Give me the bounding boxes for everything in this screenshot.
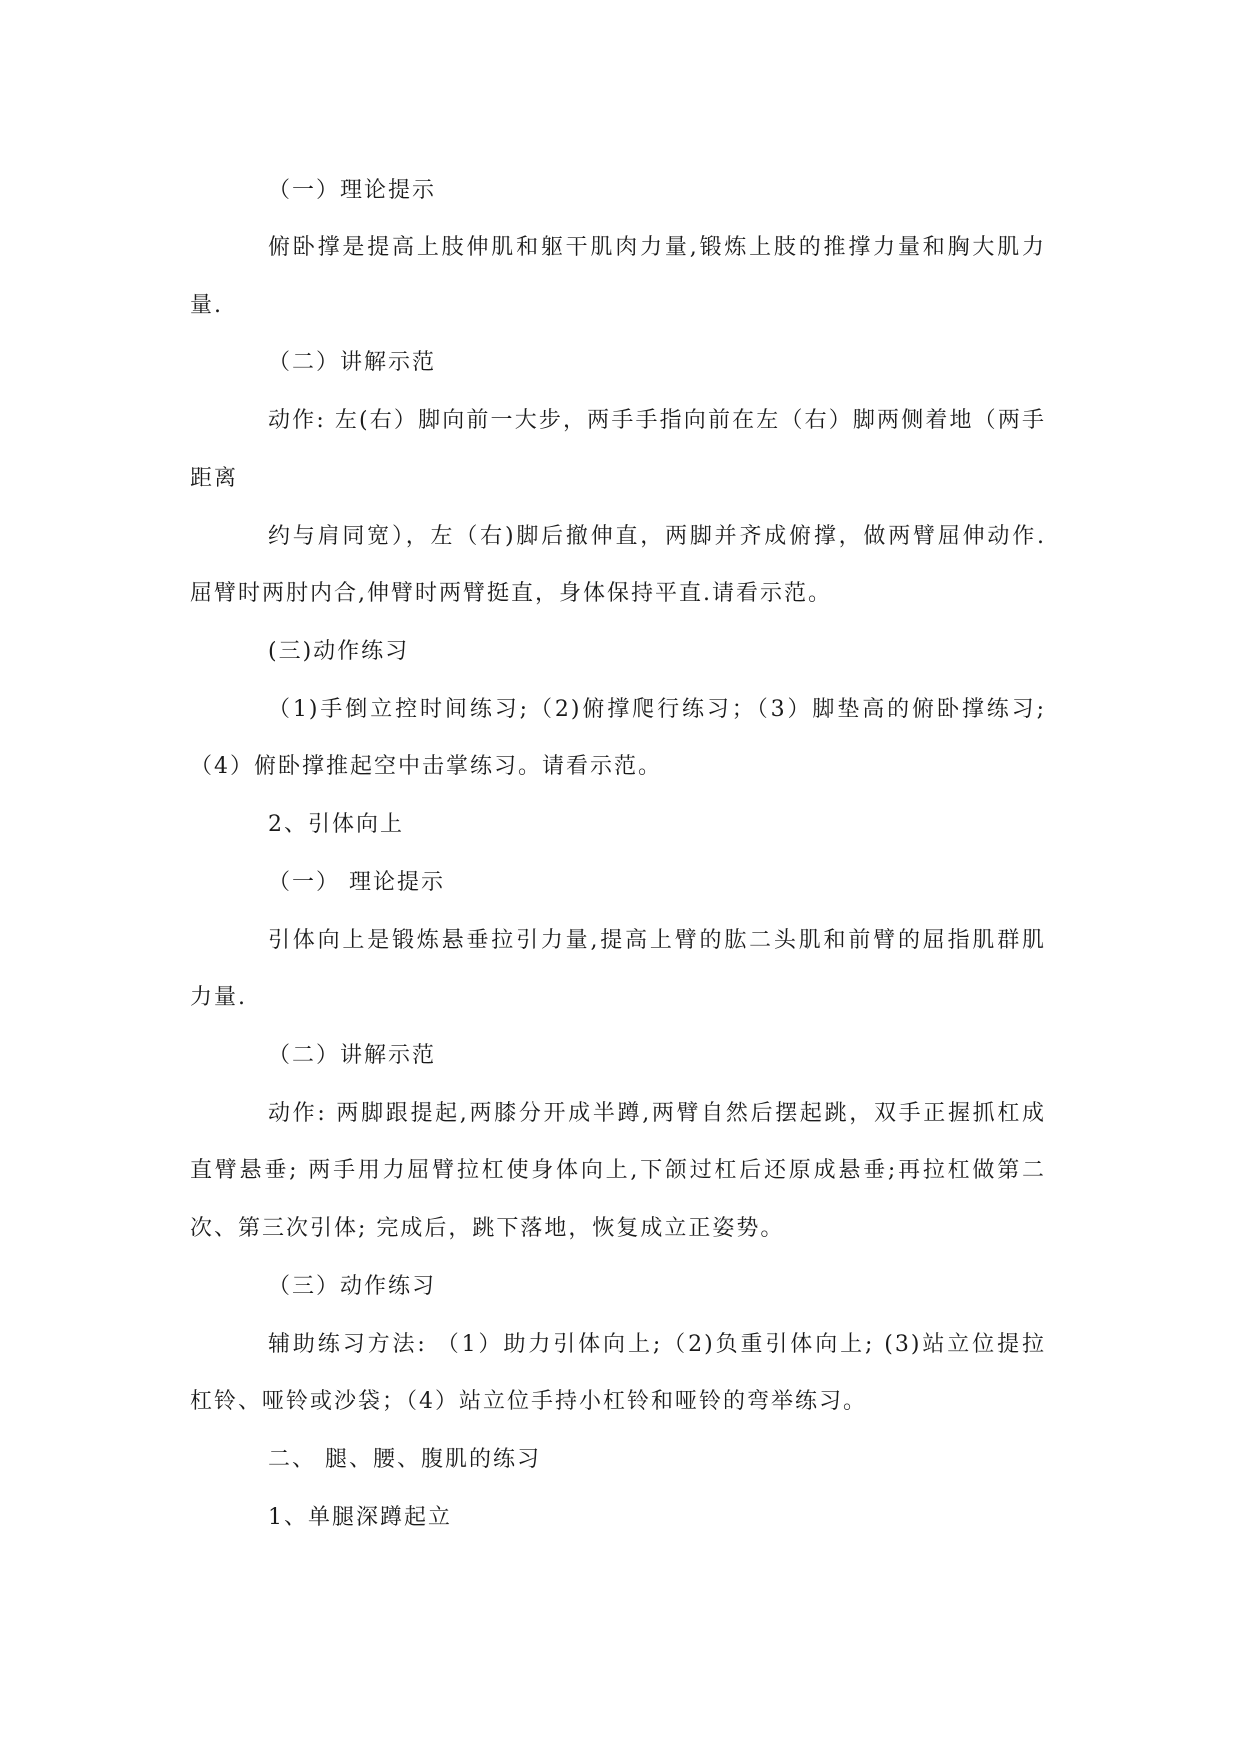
paragraph-line: 杠铃、哑铃或沙袋；（4）站立位手持小杠铃和哑铃的弯举练习。	[190, 1389, 867, 1414]
subsection-heading: 2、引体向上	[268, 812, 404, 837]
paragraph-line: 屈臂时两肘内合,伸臂时两臂挺直，身体保持平直.请看示范。	[190, 581, 832, 606]
paragraph-line: 动作: 左(右）脚向前一大步，两手手指向前在左（右）脚两侧着地（两手	[268, 408, 1046, 433]
section-heading: (三)动作练习	[268, 639, 410, 664]
paragraph-line: 次、第三次引体; 完成后，跳下落地，恢复成立正姿势。	[190, 1216, 785, 1241]
paragraph-line: 辅助练习方法: （1）助力引体向上;（2)负重引体向上; (3)站立位提拉	[268, 1332, 1046, 1357]
section-heading: （一） 理论提示	[268, 870, 445, 895]
section-heading: （三）动作练习	[268, 1274, 437, 1299]
paragraph-line: 动作: 两脚跟提起,两膝分开成半蹲,两臂自然后摆起跳，双手正握抓杠成	[268, 1101, 1046, 1126]
chapter-heading: 二、 腿、腰、腹肌的练习	[268, 1447, 541, 1472]
paragraph-line: 直臂悬垂; 两手用力屈臂拉杠使身体向上,下颌过杠后还原成悬垂;再拉杠做第二	[190, 1158, 1046, 1183]
subsection-heading: 1、单腿深蹲起立	[268, 1505, 452, 1530]
paragraph-line: 引体向上是锻炼悬垂拉引力量,提高上臂的肱二头肌和前臂的屈指肌群肌	[268, 928, 1046, 953]
section-heading: （一）理论提示	[268, 178, 437, 203]
paragraph-line: 力量.	[190, 985, 247, 1010]
paragraph-line: （1)手倒立控时间练习;（2)俯撑爬行练习；（3）脚垫高的俯卧撑练习;	[268, 697, 1046, 722]
section-heading: （二）讲解示范	[268, 350, 437, 375]
paragraph-line: 量.	[190, 293, 223, 318]
paragraph-line: 约与肩同宽），左（右)脚后撤伸直，两脚并齐成俯撑，做两臂屈伸动作.	[268, 524, 1046, 549]
paragraph-line: （4）俯卧撑推起空中击掌练习。请看示范。	[190, 754, 662, 779]
paragraph-line: 俯卧撑是提高上肢伸肌和躯干肌肉力量,锻炼上肢的推撑力量和胸大肌力	[268, 235, 1046, 260]
paragraph-line: 距离	[190, 466, 239, 491]
section-heading: （二）讲解示范	[268, 1043, 437, 1068]
